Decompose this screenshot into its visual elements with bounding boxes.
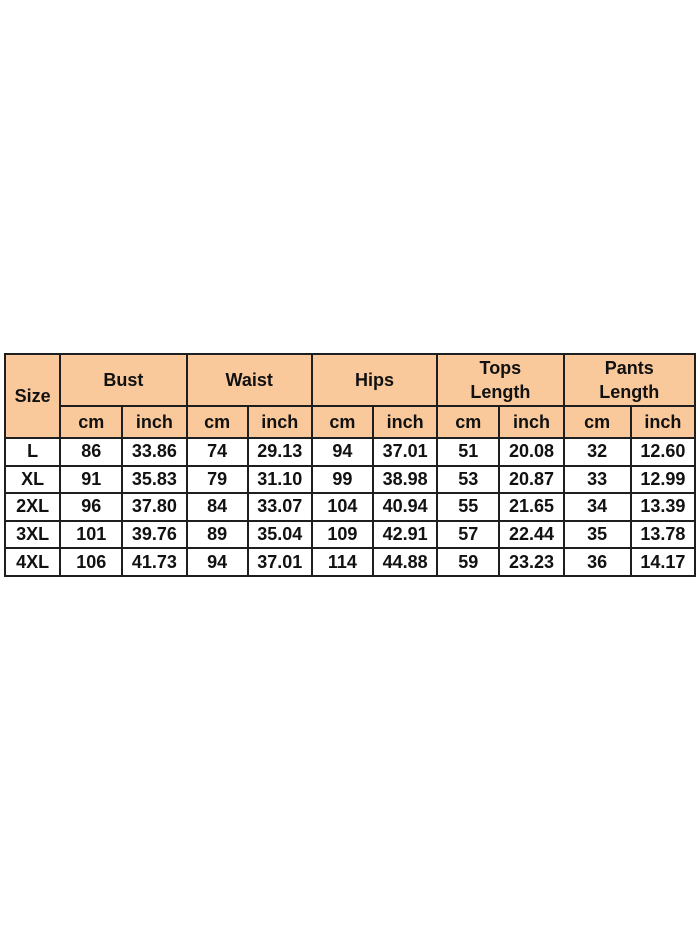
bust-cm-cell: 91 <box>60 466 122 494</box>
table-row <box>5 521 695 549</box>
tops-length-inch-cell: 22.44 <box>499 521 563 549</box>
table-row <box>5 466 695 494</box>
bust-cm-cell: 96 <box>60 493 122 521</box>
pants-length-inch-header: inch <box>631 406 695 438</box>
waist-inch-cell: 33.07 <box>248 493 312 521</box>
hips-cm-cell: 99 <box>312 466 373 494</box>
bust-cm-cell: 86 <box>60 438 122 466</box>
hips-inch-cell: 42.91 <box>373 521 437 549</box>
size-chart-table <box>4 353 696 577</box>
waist-inch-cell: 37.01 <box>248 548 312 576</box>
table-row <box>5 438 695 466</box>
hips-cm-cell: 114 <box>312 548 373 576</box>
tops-length-cm-cell: 53 <box>437 466 499 494</box>
pants-length-cm-cell: 35 <box>564 521 631 549</box>
tops-length-inch-cell: 23.23 <box>499 548 563 576</box>
hips-inch-cell: 37.01 <box>373 438 437 466</box>
hips-inch-cell: 40.94 <box>373 493 437 521</box>
bust-inch-cell: 33.86 <box>122 438 186 466</box>
waist-cm-cell: 89 <box>187 521 248 549</box>
hips-cm-header: cm <box>312 406 373 438</box>
tops-length-header: Tops Length <box>437 354 563 406</box>
waist-cm-cell: 94 <box>187 548 248 576</box>
hips-inch-header: inch <box>373 406 437 438</box>
bust-inch-cell: 41.73 <box>122 548 186 576</box>
bust-header: Bust <box>60 354 186 406</box>
header-row-groups <box>5 354 695 406</box>
waist-inch-header: inch <box>248 406 312 438</box>
bust-inch-header: inch <box>122 406 186 438</box>
bust-cm-header: cm <box>60 406 122 438</box>
tops-length-cm-cell: 57 <box>437 521 499 549</box>
pants-length-inch-cell: 13.39 <box>631 493 695 521</box>
tops-length-inch-cell: 21.65 <box>499 493 563 521</box>
hips-cm-cell: 109 <box>312 521 373 549</box>
hips-inch-cell: 38.98 <box>373 466 437 494</box>
bust-cm-cell: 101 <box>60 521 122 549</box>
waist-cm-cell: 79 <box>187 466 248 494</box>
table-row <box>5 493 695 521</box>
waist-cm-cell: 84 <box>187 493 248 521</box>
waist-cm-header: cm <box>187 406 248 438</box>
waist-inch-cell: 31.10 <box>248 466 312 494</box>
bust-inch-cell: 35.83 <box>122 466 186 494</box>
size-header: Size <box>5 354 60 438</box>
hips-header: Hips <box>312 354 437 406</box>
pants-length-inch-cell: 14.17 <box>631 548 695 576</box>
tops-length-cm-cell: 51 <box>437 438 499 466</box>
tops-length-cm-cell: 59 <box>437 548 499 576</box>
tops-length-cm-header: cm <box>437 406 499 438</box>
tops-length-inch-cell: 20.08 <box>499 438 563 466</box>
bust-inch-cell: 37.80 <box>122 493 186 521</box>
waist-cm-cell: 74 <box>187 438 248 466</box>
pants-length-cm-cell: 32 <box>564 438 631 466</box>
pants-length-header: Pants Length <box>564 354 695 406</box>
bust-inch-cell: 39.76 <box>122 521 186 549</box>
size-cell: 3XL <box>5 521 60 549</box>
pants-length-cm-cell: 34 <box>564 493 631 521</box>
hips-cm-cell: 94 <box>312 438 373 466</box>
size-cell: L <box>5 438 60 466</box>
tops-length-cm-cell: 55 <box>437 493 499 521</box>
tops-length-inch-cell: 20.87 <box>499 466 563 494</box>
hips-cm-cell: 104 <box>312 493 373 521</box>
size-cell: 2XL <box>5 493 60 521</box>
waist-inch-cell: 29.13 <box>248 438 312 466</box>
tops-length-inch-header: inch <box>499 406 563 438</box>
pants-length-inch-cell: 12.99 <box>631 466 695 494</box>
header-row-units <box>5 406 695 438</box>
size-cell: XL <box>5 466 60 494</box>
size-cell: 4XL <box>5 548 60 576</box>
hips-inch-cell: 44.88 <box>373 548 437 576</box>
pants-length-inch-cell: 13.78 <box>631 521 695 549</box>
waist-header: Waist <box>187 354 312 406</box>
pants-length-cm-cell: 36 <box>564 548 631 576</box>
bust-cm-cell: 106 <box>60 548 122 576</box>
pants-length-cm-cell: 33 <box>564 466 631 494</box>
table-row <box>5 548 695 576</box>
pants-length-cm-header: cm <box>564 406 631 438</box>
pants-length-inch-cell: 12.60 <box>631 438 695 466</box>
waist-inch-cell: 35.04 <box>248 521 312 549</box>
